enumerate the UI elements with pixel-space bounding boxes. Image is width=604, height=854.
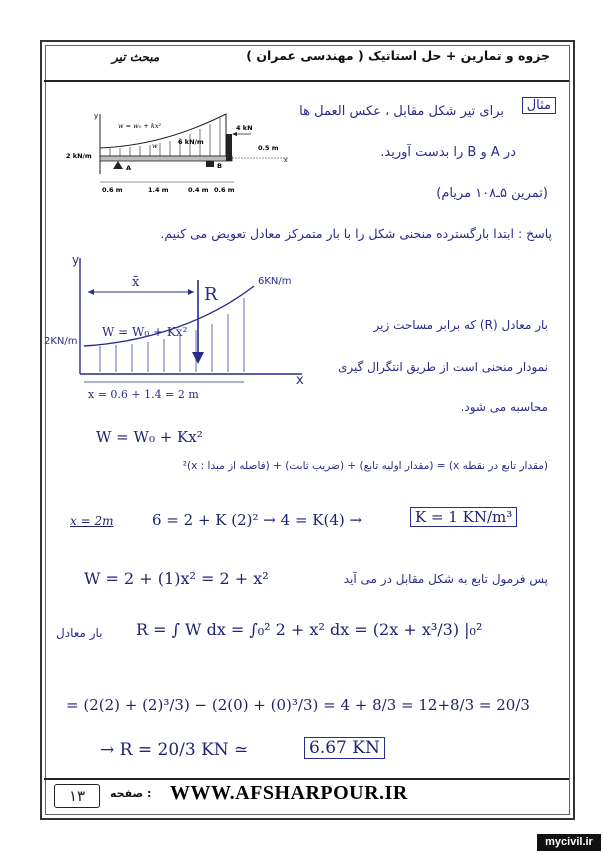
math-k-result: K = 1 KN/m³: [410, 507, 517, 527]
page-header: [44, 44, 566, 72]
math-r-final-box: [304, 738, 385, 758]
fig-w-label: w: [152, 142, 158, 150]
fig-dim-2: 1.4 m: [148, 186, 169, 194]
problem-reference: (تمرین ۵ـ۱۰۸ مریام): [436, 186, 548, 201]
math-r-final: 6.67 KN: [304, 737, 385, 759]
problem-label-box: [522, 98, 556, 113]
header-title: جزوه و تمارین + حل استاتیک ( مهندسی عمران ): [246, 48, 550, 63]
math-r-eval: = (2(2) + (2)³/3) − (2(0) + (0)³/3) = 4 + 8/3 = 12+8/3 = 20/3: [66, 696, 530, 714]
sketch-xbar: x̄: [132, 275, 140, 290]
sketch-r: R: [204, 284, 218, 305]
load-sketch: [40, 248, 320, 408]
math-given: x = 2m: [70, 514, 114, 528]
header-topic: مبحث تیر: [112, 50, 160, 64]
problem-label: مثال: [522, 97, 556, 114]
beam-figure: [66, 106, 296, 202]
page-label: صفحه :: [110, 787, 152, 800]
fig-load-eq: w = w₀ + kx²: [118, 122, 162, 130]
answer-note-3: محاسبه می شود.: [460, 400, 548, 414]
footer-divider: [44, 778, 569, 780]
fig-support-b: B: [217, 162, 222, 170]
fig-right-load: 6 kN/m: [178, 138, 204, 146]
fig-support-a: A: [126, 164, 132, 172]
math-k-result-box: [410, 508, 517, 526]
brand-badge: mycivil.ir: [537, 834, 601, 851]
fig-dim-4: 0.6 m: [214, 186, 235, 194]
math-r-label: بار معادل: [56, 626, 103, 640]
math-r-final-pre: → R = 20/3 KN ≃: [100, 740, 249, 760]
fig-y-label: y: [94, 112, 99, 120]
sketch-right-load: 6KN/m: [258, 276, 292, 287]
math-sub: 6 = 2 + K (2)² → 4 = K(4) →: [152, 511, 363, 529]
math-final-w: W = 2 + (1)x² = 2 + x²: [84, 569, 269, 588]
math-r-integral: R = ∫ W dx = ∫₀² 2 + x² dx = (2x + x³/3) |₀²: [136, 620, 483, 639]
math-terms: (مقدار تابع در نقطه x) = (مقدار اولیه تابع) + (ضریب ثابت) + (فاصله از مبدا : x)²: [182, 460, 548, 472]
problem-statement-2: در A و B را بدست آورید.: [380, 145, 516, 160]
answer-note-1: بار معادل (R) که برابر مساحت زیر: [373, 318, 548, 332]
fig-dim-1: 0.6 m: [102, 186, 123, 194]
problem-statement: برای تیر شکل مقابل ، عکس العمل ها: [299, 104, 504, 119]
sketch-left-load: 2KN/m: [44, 336, 78, 347]
answer-intro: پاسخ : ابتدا بارگسترده منحنی شکل را با بار متمرکز معادل تعویض می کنیم.: [160, 226, 552, 241]
fig-dim-3: 0.4 m: [188, 186, 209, 194]
fig-x-label: x: [284, 157, 288, 164]
header-divider: [44, 80, 569, 82]
fig-point-load: 4 kN: [236, 124, 253, 132]
fig-arm: 0.5 m: [258, 144, 279, 152]
page-number: ۱۳: [54, 784, 100, 808]
website-link[interactable]: WWW.AFSHARPOUR.IR: [170, 782, 408, 804]
sketch-x: x: [296, 373, 304, 388]
math-w-eq: W = W₀ + Kx²: [96, 428, 203, 446]
answer-note-2: نمودار منحنی است از طریق انتگرال گیری: [337, 360, 548, 374]
sketch-eq: W = W₀ + Kx²: [102, 325, 188, 339]
sketch-y: y: [72, 253, 80, 267]
fig-left-load: 2 kN/m: [66, 152, 92, 160]
math-final-w-note: پس فرمول تابع به شکل مقابل در می آید: [343, 572, 548, 586]
sketch-length: x = 0.6 + 1.4 = 2 m: [88, 388, 199, 401]
